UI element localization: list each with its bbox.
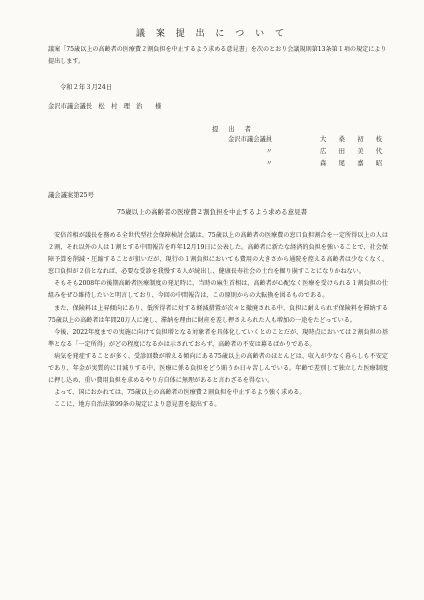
submitter-role: 金沢市議会議員 [228, 136, 273, 143]
submitter-role: 〃 [266, 160, 273, 167]
body-paragraph: 今後、2022年度までの実施に向けて負担増となる対象者を具体化していくとのことだが、現時点においては２割負担の基準となる「一定所得」がどの程度になるかは示されておらず、高齢者の不安は募るばかりである。 [48, 328, 388, 348]
addressee: 金沢市議会議長 松 村 理 治 様 [48, 103, 162, 110]
submitter-name: 大 桑 初 枝 [320, 136, 386, 143]
submitter-name: 森 尾 嘉 昭 [320, 160, 386, 167]
document-heading: 議 案 提 出 に つ い て [135, 29, 289, 39]
submitter-label: 提 出 者 [212, 126, 255, 133]
bill-body [48, 230, 388, 411]
body-paragraph: よって、国におかれては、75歳以上の高齢者の医療費２割負担を中止するよう強く求める。 [54, 389, 306, 397]
body-paragraph: 安倍首相が議長を務める全世代型社会保障検討会議は、75歳以上の高齢者の医療費の窓口負担割合を一定所得以上の人は２割、それ以外の人は１割とする中間報告を昨年12月19日に公表した。高齢者に新たな経済的負担を強いることで、社会保障予算を削減・圧縮することが狙いだが、現行の１割負担においても費用の大きさから通院を控える高齢者は少なくなく、窓口負担が２倍となれば、必要な受診を我慢する人が続出し、健康長寿社会の土台を掘り崩すことになりかねない。 [48, 232, 388, 276]
body-paragraph: また、保険料は上昇傾向にあり、低所得者に対する軽減措置が次々と撤廃される中、負担に耐えられず保険料を滞納する75歳以上の高齢者は年間20万人に達し、滞納を理由に財産を差し押さえられた人も増加の一途をたどっている。 [48, 304, 388, 324]
bill-number: 議会議案第25号 [48, 192, 94, 199]
submitter-name: 広 田 美 代 [320, 148, 386, 155]
body-paragraph: そもそも2008年の後期高齢者医療制度の発足時に、当時の麻生首相は、高齢者が心配なく医療を受けられる１割負担の仕組みをぜひ維持したいと明言しており、今回の中間報告は、この原則からの大転換を図るものである。 [48, 280, 388, 300]
submission-date: 令和２年３月24日 [60, 84, 113, 91]
submitter-role: 〃 [266, 148, 273, 155]
bill-title: 75歳以上の高齢者の医療費２割負担を中止するよう求める意見書 [116, 208, 308, 216]
body-paragraph: 病気を発症することが多く、受診回数が増える傾向にある75歳以上の高齢者のほとんどは、収入が少なく暮らしも不安定であり、年金が実質的に目減りする中、医療に係る負担をどう賄うか日々苦しんでいる。年齢で差別して独立した医療制度に押し込め、重い費用負担を求めるやり方自体に無理があると言わざるを得ない。 [48, 352, 388, 385]
body-paragraph: ここに、地方自治法第99条の規定により意見書を提出する。 [54, 401, 221, 409]
intro-paragraph: 議案「75歳以上の高齢者の医療費２割負担を中止するよう求める意見書」を次のとおり会議規則第13条第１項の規定により提出します。 [48, 46, 387, 65]
